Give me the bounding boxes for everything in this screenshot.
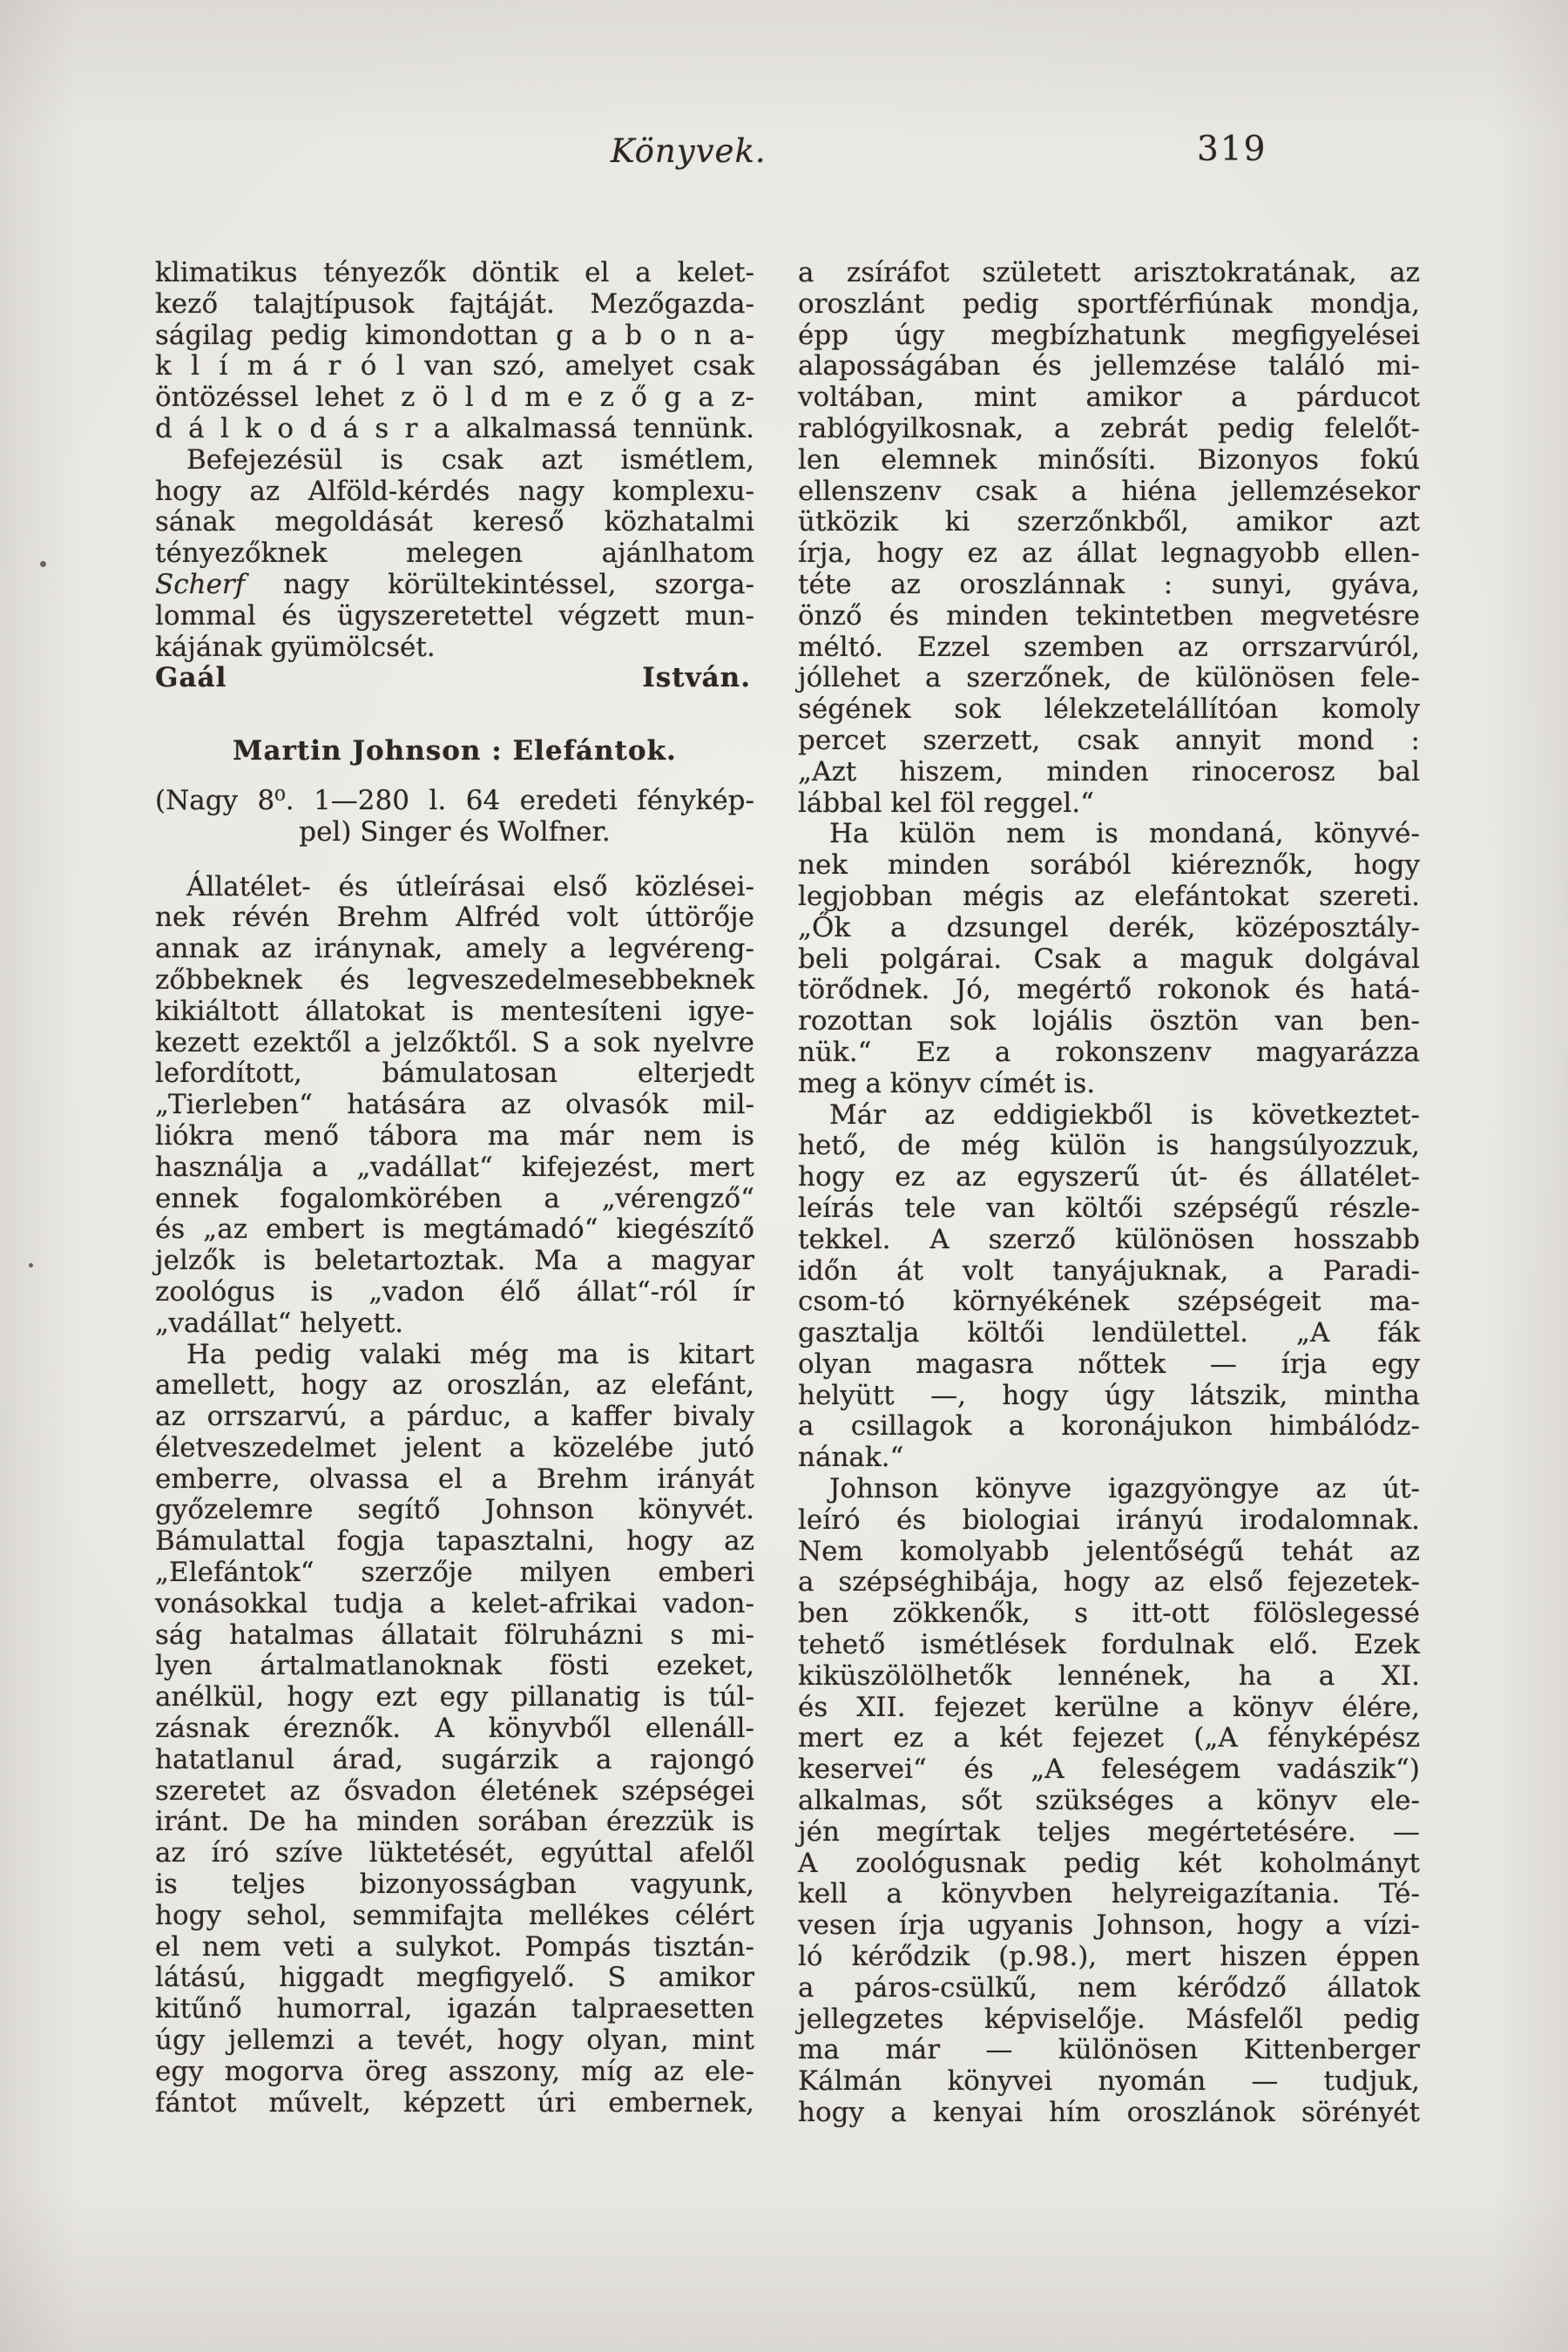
text-line: és XII. fejezet kerülne a könyv élére,: [798, 1691, 1420, 1723]
text-line: írja, hogy ez az állat legnagyobb ellen-: [798, 537, 1420, 570]
text-line: egy mogorva öreg asszony, míg az ele-: [155, 2055, 754, 2087]
text-line: Nem komolyabb jelentőségű tehát az: [798, 1535, 1420, 1567]
text-line: nük.“ Ez a rokonszenv magyarázza: [798, 1036, 1420, 1068]
text-line: győzelemre segítő Johnson könyvét.: [155, 1494, 754, 1526]
text-line: időn át volt tanyájuknak, a Paradi-: [798, 1254, 1420, 1287]
text-line: jóllehet a szerzőnek, de különösen fele-: [798, 662, 1420, 694]
text-line: mert ez a két fejezet („A fényképész: [798, 1722, 1420, 1754]
text-line: „Ők a dzsungel derék, középosztály-: [798, 911, 1420, 943]
text-line: „Elefántok“ szerzője milyen emberi: [155, 1557, 754, 1589]
text-line: A zoológusnak pedig két koholmányt: [798, 1847, 1420, 1879]
text-line: kiküszölölhetők lennének, ha a XI.: [798, 1659, 1420, 1692]
text-line: nának.“: [798, 1442, 904, 1474]
text-line: „Azt hiszem, minden rinocerosz bal: [798, 755, 1420, 787]
text-line: tehető ismétlések fordulnak elő. Ezek: [798, 1629, 1420, 1661]
text-line: ségének sok lélekzetelállítóan komoly: [798, 693, 1420, 726]
text-line: d á l k o d á s r a alkalmassá tennünk.: [155, 412, 754, 444]
text-line: amellett, hogy az oroszlán, az elefánt,: [155, 1369, 754, 1402]
text-line: emberre, olvassa el a Brehm irányát: [155, 1463, 754, 1495]
text-line: látású, higgadt megfigyelő. S amikor: [155, 1962, 754, 1994]
text-line: tényezőknek melegen ajánlhatom: [155, 537, 754, 570]
text-line: jelzők is beletartoztak. Ma a magyar: [155, 1245, 754, 1277]
text-line: meg a könyv címét is.: [798, 1067, 1096, 1099]
text-line: hogy ez az egyszerű út- és állatélet-: [798, 1161, 1420, 1193]
text-line: Johnson könyve igazgyöngye az út-: [829, 1473, 1420, 1505]
page-number: 319: [1197, 130, 1267, 169]
text-line: percet szerzett, csak annyit mond :: [798, 724, 1420, 756]
text-line: Ha pedig valaki még ma is kitart: [186, 1338, 754, 1370]
text-line: legjobban mégis az elefántokat szereti.: [798, 880, 1420, 912]
running-head: Könyvek.: [611, 132, 767, 170]
text-line: nek minden sorából kiéreznők, hogy: [798, 849, 1420, 882]
text-line: a páros-csülkű, nem kérődző állatok: [798, 1971, 1420, 2004]
text-line: fántot művelt, képzett úri embernek,: [155, 2086, 754, 2119]
text-line: oroszlánt pedig sportférfiúnak mondja,: [798, 287, 1420, 320]
text-line: az orrszarvú, a párduc, a kaffer bivaly: [155, 1401, 754, 1433]
text-line: kitűnő humorral, igazán talpraesetten: [155, 1993, 754, 2025]
text-line: zásnak éreznők. A könyvből ellenáll-: [155, 1713, 754, 1745]
text-line: öntözéssel lehet z ö l d m e z ő g a z-: [155, 382, 754, 414]
left-column: [155, 258, 754, 2119]
paragraph: [798, 819, 1420, 1099]
text-line: klimatikus tényezők döntik el a kelet-: [155, 257, 754, 288]
text-line: ságilag pedig kimondottan g a b o n a-: [155, 319, 754, 351]
text-line: Scherf nagy körültekintéssel, szorga-: [155, 568, 754, 600]
text-line: hogy az Alföld-kérdés nagy komplexu-: [155, 475, 754, 507]
text-line: ság hatalmas állatait fölruházni s mi-: [155, 1619, 754, 1651]
bibliographic-note: [155, 786, 754, 848]
text-line: gasztalja költői lendülettel. „A fák: [798, 1317, 1420, 1349]
reviewer-signature: Gaál István.: [155, 662, 751, 694]
right-column: [798, 258, 1420, 2129]
text-line: pel) Singer és Wolfner.: [299, 815, 611, 848]
text-line: csom-tó környékének szépségeit ma-: [798, 1286, 1420, 1318]
text-line: vesen írja ugyanis Johnson, hogy a vízi-: [798, 1909, 1420, 1942]
text-line: ütközik ki szerzőnkből, amikor azt: [798, 506, 1420, 538]
text-line: rozottan sok lojális ösztön van ben-: [798, 1005, 1420, 1037]
text-line: leírás tele van költői szépségű részle-: [798, 1192, 1420, 1224]
text-line: is teljes bizonyosságban vagyunk,: [155, 1869, 754, 1901]
text-line: liókra menő tábora ma már nem is: [155, 1119, 754, 1152]
article-heading: Martin Johnson : Elefántok.: [233, 735, 677, 767]
text-line: méltó. Ezzel szemben az orrszarvúról,: [798, 631, 1420, 663]
text-line: tekkel. A szerző különösen hosszabb: [798, 1223, 1420, 1255]
text-line: leíró és biologiai irányú irodalomnak.: [798, 1504, 1420, 1536]
text-line: „vadállat“ helyett.: [155, 1307, 404, 1339]
text-line: lommal és ügyszeretettel végzett mun-: [155, 599, 754, 632]
text-line: önző és minden tekintetben megvetésre: [798, 599, 1420, 632]
text-line: szeretet az ősvadon életének szépségei: [155, 1774, 754, 1807]
text-line: voltában, mint amikor a párducot: [798, 382, 1420, 414]
paragraph: [798, 258, 1420, 819]
text-line: nek révén Brehm Alfréd volt úttörője: [155, 902, 754, 934]
text-line: kikiáltott állatokat is mentesíteni igye-: [155, 995, 754, 1027]
text-line: lyen ártalmatlanoknak fösti ezeket,: [155, 1650, 754, 1682]
text-line: Ha külön nem is mondaná, könyvé-: [829, 818, 1420, 850]
text-line: az író szíve lüktetését, egyúttal afelől: [155, 1837, 754, 1869]
text-line: téte az oroszlánnak : sunyi, gyáva,: [798, 568, 1420, 600]
text-line: ló kérődzik (p.98.), mert hiszen éppen: [798, 1941, 1420, 1973]
text-line: hatatlanul árad, sugárzik a rajongó: [155, 1743, 754, 1775]
text-line: el nem veti a sulykot. Pompás tisztán-: [155, 1930, 754, 1963]
paragraph: [798, 1474, 1420, 2129]
text-line: zőbbeknek és legveszedelmesebbeknek: [155, 963, 754, 996]
paragraph: [155, 1340, 754, 2119]
text-line: kájának gyümölcsét.: [155, 631, 436, 663]
text-line: Már az eddigiekből is következtet-: [829, 1098, 1420, 1131]
text-line: k l í m á r ó l van szó, amelyet csak: [155, 350, 754, 382]
text-line: lefordított, bámulatosan elterjedt: [155, 1058, 754, 1090]
text-line: a zsíráfot született arisztokratának, az: [798, 257, 1420, 288]
text-line: iránt. De ha minden sorában érezzük is: [155, 1806, 754, 1838]
text-line: zoológus is „vadon élő állat“-ról ír: [155, 1275, 754, 1308]
text-line: lábbal kel föl reggel.“: [798, 787, 1094, 819]
text-line: a csillagok a koronájukon himbálódz-: [798, 1410, 1420, 1443]
text-line: keservei“ és „A feleségem vadászik“): [798, 1754, 1420, 1786]
text-line: kező talajtípusok fajtáját. Mezőgazda-: [155, 287, 754, 320]
text-line: helyütt —, hogy úgy látszik, mintha: [798, 1379, 1420, 1411]
text-line: ben zökkenők, s itt-ott fölöslegessé: [798, 1598, 1420, 1630]
text-line: törődnek. Jó, megértő rokonok és hatá-: [798, 974, 1420, 1006]
text-line: sának megoldását kereső közhatalmi: [155, 506, 754, 538]
text-line: úgy jellemzi a tevét, hogy olyan, mint: [155, 2024, 754, 2057]
text-line: használja a „vadállat“ kifejezést, mert: [155, 1151, 754, 1183]
scan-speck: [40, 561, 46, 567]
text-line: annak az iránynak, amely a legvéreng-: [155, 933, 754, 965]
paragraph: [155, 445, 754, 664]
scan-speck: [29, 1263, 33, 1267]
text-line: kell a könyvben helyreigazítania. Té-: [798, 1878, 1420, 1910]
text-line: jellegzetes képviselője. Másfelől pedig: [798, 2003, 1420, 2035]
text-line: életveszedelmet jelent a közelébe jutó: [155, 1431, 754, 1463]
text-line: alaposságában és jellemzése találó mi-: [798, 350, 1420, 382]
text-line: ellenszenv csak a hiéna jellemzésekor: [798, 475, 1420, 507]
text-line: a szépséghibája, hogy az első fejezetek-: [798, 1566, 1420, 1598]
text-line: épp úgy megbízhatunk megfigyelései: [798, 319, 1420, 351]
text-line: vonásokkal tudja a kelet-afrikai vadon-: [155, 1587, 754, 1619]
text-line: alkalmas, sőt szükséges a könyv ele-: [798, 1785, 1420, 1817]
text-line: „Tierleben“ hatására az olvasók mil-: [155, 1089, 754, 1121]
text-line: beli polgárai. Csak a maguk dolgával: [798, 943, 1420, 975]
text-line: és „az embert is megtámadó“ kiegészítő: [155, 1213, 754, 1246]
text-line: ma már — különösen Kittenberger: [798, 2034, 1420, 2066]
text-line: rablógyilkosnak, a zebrát pedig felelőt-: [798, 412, 1420, 444]
text-line: Állatélet- és útleírásai első közlései-: [186, 870, 754, 902]
text-line: Befejezésül is csak azt ismétlem,: [186, 443, 754, 476]
text-line: olyan magasra nőttek — írja egy: [798, 1348, 1420, 1380]
text-line: Kálmán könyvei nyomán — tudjuk,: [798, 2065, 1420, 2098]
text-line: Bámulattal fogja tapasztalni, hogy az: [155, 1525, 754, 1558]
text-line: len elemnek minősíti. Bizonyos fokú: [798, 443, 1420, 476]
text-line: hogy sehol, semmifajta mellékes célért: [155, 1899, 754, 1931]
paragraph: [798, 1100, 1420, 1475]
text-line: anélkül, hogy ezt egy pillanatig is túl-: [155, 1681, 754, 1713]
text-line: hető, de még külön is hangsúlyozzuk,: [798, 1130, 1420, 1162]
text-line: (Nagy 8⁰. 1—280 l. 64 eredeti fénykép-: [155, 784, 754, 816]
paragraph: [155, 872, 754, 1340]
text-line: jén megírtak teljes megértetésére. —: [798, 1815, 1420, 1848]
text-line: hogy a kenyai hím oroszlánok sörényét: [798, 2097, 1420, 2129]
text-line: kezett ezektől a jelzőktől. S a sok nyelvre: [155, 1026, 754, 1058]
text-line: ennek fogalomkörében a „vérengző“: [155, 1182, 754, 1214]
paragraph: [155, 258, 754, 445]
